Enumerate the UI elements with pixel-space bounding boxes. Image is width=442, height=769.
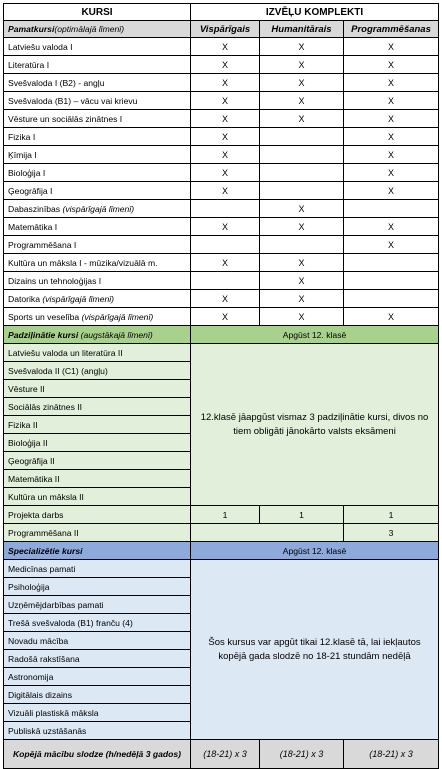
course-label: Matemātika I: [8, 221, 58, 232]
course-level: (vispārīgajā līmenī): [81, 311, 154, 322]
course-name: [4, 290, 191, 308]
set-mark: X: [191, 110, 260, 128]
course-name: [4, 56, 191, 74]
table-row: [4, 200, 439, 218]
course-name: Ģeogrāfija II: [4, 452, 191, 470]
set-mark: X: [260, 308, 344, 326]
table-row: [4, 74, 439, 92]
table-row: [4, 308, 439, 326]
set-mark: X: [344, 56, 439, 74]
set-mark: X: [260, 110, 344, 128]
course-name: Radošā rakstīšana: [4, 650, 191, 668]
set-count: 3: [344, 524, 439, 542]
course-label: Datorika: [8, 293, 40, 304]
course-name: [4, 308, 191, 326]
advanced-note: 12.klasē jāapgūst vismaz 3 padziļinātie kursi, divos no tiem obligāti jānokārto valsts eksāmeni: [191, 344, 439, 506]
courses-column-header: KURSI: [4, 4, 191, 21]
course-label: Latviešu valoda I: [8, 41, 73, 52]
table-row: [4, 128, 439, 146]
special-note: Šos kursus var apgūt tikai 12.klasē tā, lai iekļautos kopējā gada slodzē no 18-21 stundām nedēļā: [191, 560, 439, 740]
set-mark: X: [260, 290, 344, 308]
set-mark: X: [191, 290, 260, 308]
course-label: Ģeogrāfija I: [8, 185, 53, 196]
special-label: Specializētie kursi: [4, 542, 191, 560]
set-mark: X: [191, 164, 260, 182]
course-name: [4, 92, 191, 110]
set-mark: X: [344, 218, 439, 236]
course-name: Vizuāli plastiskā māksla: [4, 704, 191, 722]
project-row: [4, 506, 439, 524]
set-count: 1: [344, 506, 439, 524]
set-mark: [191, 200, 260, 218]
set-mark: X: [344, 128, 439, 146]
course-name: Psiholoģija: [4, 578, 191, 596]
set-mark: [344, 290, 439, 308]
advanced-label: Padziļinātie kursi: [8, 329, 79, 340]
course-name: Svešvaloda II (C1) (angļu): [4, 362, 191, 380]
table-row: [4, 290, 439, 308]
table-row: [4, 254, 439, 272]
set-mark: [191, 272, 260, 290]
course-name: [4, 38, 191, 56]
course-name: [4, 200, 191, 218]
set-count: 1: [191, 506, 260, 524]
course-name: [4, 74, 191, 92]
table-row: [4, 272, 439, 290]
set-mark: X: [191, 128, 260, 146]
table-row: [4, 560, 439, 578]
set-mark: X: [191, 218, 260, 236]
course-name: Programmēšana II: [4, 524, 191, 542]
total-value: (18-21) x 3: [260, 740, 344, 769]
course-label: Fizika I: [8, 131, 36, 142]
set-mark: X: [344, 164, 439, 182]
set-mark: X: [344, 236, 439, 254]
course-level: (vispārīgajā līmenī): [42, 293, 115, 304]
course-name: [4, 164, 191, 182]
course-name: Sociālās zinātnes II: [4, 398, 191, 416]
course-label: Vēsture un sociālās zinātnes I: [8, 113, 123, 124]
course-label: Programmēšana I: [8, 239, 77, 250]
total-label: Kopējā mācību slodze (h/nedēļā 3 gados): [4, 740, 191, 769]
course-label: Kultūra un māksla I - mūzika/vizuālā m.: [8, 257, 158, 268]
special-banner: Apgūst 12. klasē: [191, 542, 439, 560]
special-header-row: [4, 542, 439, 560]
set-mark: X: [260, 38, 344, 56]
advanced-header-row: [4, 326, 439, 344]
course-level: (vispārīgajā līmenī): [62, 203, 135, 214]
table-row: [4, 56, 439, 74]
empty-cell: [191, 524, 344, 542]
course-name: Uzņēmējdarbības pamati: [4, 596, 191, 614]
course-name: Kultūra un māksla II: [4, 488, 191, 506]
set-mark: X: [344, 74, 439, 92]
set-mark: X: [191, 92, 260, 110]
course-name: Astronomija: [4, 668, 191, 686]
advanced-header: [4, 326, 191, 344]
set-mark: X: [260, 272, 344, 290]
set-general-header: Vispārīgais: [191, 21, 260, 38]
set-mark: X: [191, 146, 260, 164]
set-mark: X: [191, 182, 260, 200]
set-mark: [260, 236, 344, 254]
total-value: (18-21) x 3: [191, 740, 260, 769]
course-label: Bioloģija I: [8, 167, 46, 178]
course-name: [4, 146, 191, 164]
course-name: Trešā svešvaloda (B1) franču (4): [4, 614, 191, 632]
course-name: Projekta darbs: [4, 506, 191, 524]
set-mark: X: [344, 146, 439, 164]
course-name: Bioloģija II: [4, 434, 191, 452]
course-label: Svešvaloda (B1) – vācu vai krievu: [8, 95, 138, 106]
set-mark: X: [260, 218, 344, 236]
advanced-level: (augstākajā līmenī): [80, 329, 153, 340]
set-mark: X: [191, 74, 260, 92]
course-label: Dizains un tehnoloģijas I: [8, 275, 102, 286]
set-mark: X: [260, 254, 344, 272]
set-mark: [344, 272, 439, 290]
table-row: [4, 344, 439, 362]
course-label: Sports un veselība: [8, 311, 80, 322]
course-name: [4, 182, 191, 200]
set-humanities-header: Humanitārais: [260, 21, 344, 38]
table-row: [4, 236, 439, 254]
course-label: Svešvaloda I (B2) - angļu: [8, 77, 105, 88]
sets-column-header: IZVĒĻU KOMPLEKTI: [191, 4, 439, 21]
set-mark: X: [191, 254, 260, 272]
curriculum-table: [3, 3, 439, 769]
set-mark: X: [344, 110, 439, 128]
programming-row: [4, 524, 439, 542]
course-name: Fizika II: [4, 416, 191, 434]
table-row: [4, 218, 439, 236]
table-row: [4, 110, 439, 128]
course-name: Vēsture II: [4, 380, 191, 398]
table-row: [4, 92, 439, 110]
course-name: Novadu mācība: [4, 632, 191, 650]
table-row: [4, 38, 439, 56]
subheader-row: [4, 21, 439, 38]
course-name: Medicīnas pamati: [4, 560, 191, 578]
course-name: [4, 254, 191, 272]
course-name: [4, 218, 191, 236]
course-name: [4, 236, 191, 254]
set-mark: [191, 236, 260, 254]
course-name: Latviešu valoda un literatūra II: [4, 344, 191, 362]
set-mark: X: [344, 92, 439, 110]
advanced-banner: Apgūst 12. klasē: [191, 326, 439, 344]
course-name: [4, 110, 191, 128]
course-label: Literatūra I: [8, 59, 50, 70]
set-mark: X: [260, 56, 344, 74]
set-mark: X: [260, 92, 344, 110]
set-mark: X: [344, 308, 439, 326]
set-mark: X: [191, 308, 260, 326]
set-programming-header: Programmēšanas: [344, 21, 439, 38]
set-mark: X: [344, 38, 439, 56]
set-mark: X: [260, 74, 344, 92]
table-row: [4, 164, 439, 182]
set-mark: [344, 200, 439, 218]
course-name: Digitālais dizains: [4, 686, 191, 704]
set-mark: [260, 128, 344, 146]
course-name: Matemātika II: [4, 470, 191, 488]
total-row: [4, 740, 439, 769]
set-mark: [260, 182, 344, 200]
set-mark: [260, 164, 344, 182]
total-value: (18-21) x 3: [344, 740, 439, 769]
course-name: [4, 128, 191, 146]
base-courses-header: Pamatkursi(optimālajā līmenī): [4, 21, 191, 38]
set-mark: [344, 254, 439, 272]
set-mark: X: [191, 38, 260, 56]
course-label: Dabaszinības: [8, 203, 61, 214]
course-name: [4, 272, 191, 290]
header-row: [4, 4, 439, 21]
set-mark: X: [191, 56, 260, 74]
table-row: [4, 182, 439, 200]
course-name: Publiskā uzstāšanās: [4, 722, 191, 740]
set-mark: [260, 146, 344, 164]
set-mark: X: [344, 182, 439, 200]
table-row: [4, 146, 439, 164]
set-count: 1: [260, 506, 344, 524]
course-label: Ķīmija I: [8, 149, 37, 160]
set-mark: X: [260, 200, 344, 218]
